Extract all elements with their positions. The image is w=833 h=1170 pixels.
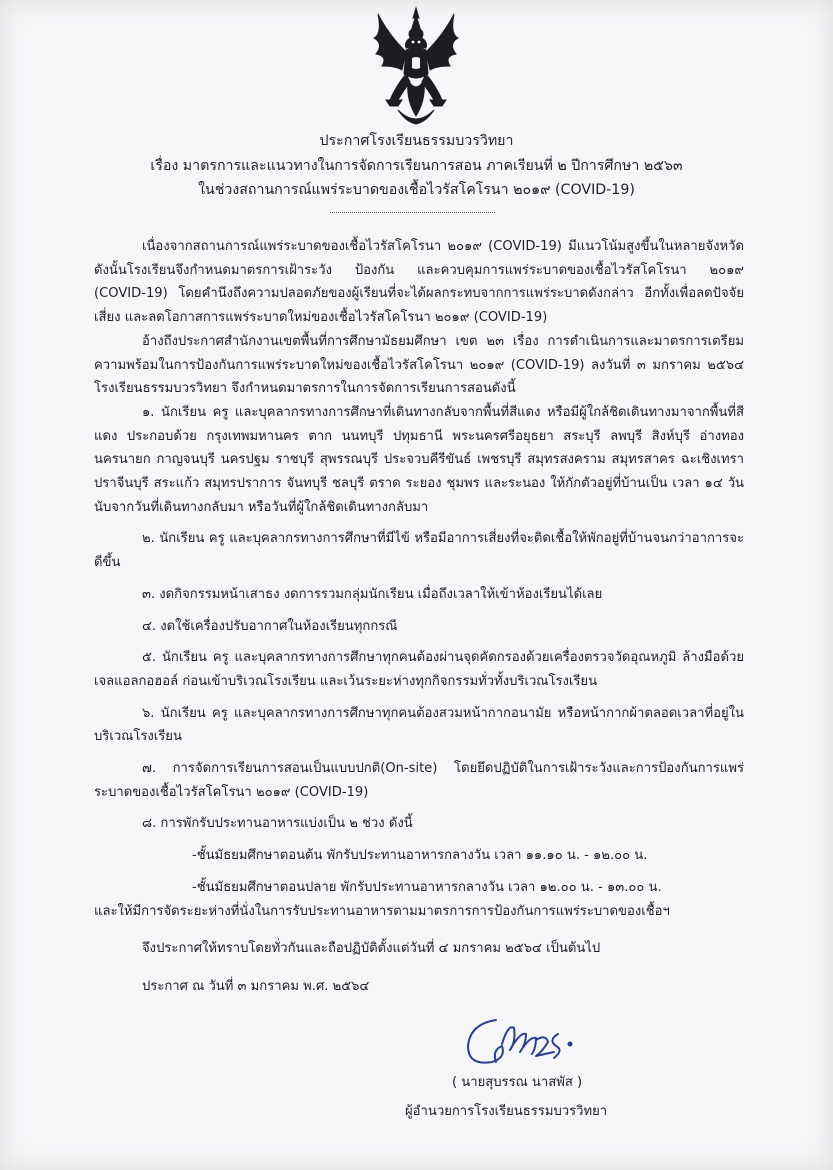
- measure-item-5: ๕. นักเรียน ครู และบุคลากรทางการศึกษาทุกคนต้องผ่านจุดคัดกรองด้วยเครื่องตรวจวัดอุณหภูมิ ล้างมือด้วยเจลแอลกอฮอล์ ก่อนเข้าบริเวณโรงเรียน และเว้นระยะห่างทุกกิจกรรมทั่วทั้งบริเวณโรงเรียน: [94, 650, 744, 689]
- measure-item-1: ๑. นักเรียน ครู และบุคลากรทางการศึกษาที่เดินทางกลับจากพื้นที่สีแดง หรือมีผู้ใกล้ชิดเดินทางมาจากพื้นที่สีแดง ประกอบด้วย กรุงเทพมหานคร ตาก นนทบุรี ปทุมธานี พระนครศรีอยุธยา สระบุรี ลพบุรี สิงห์บุรี อ่างทอง นครนายก กาญจนบุรี นครปฐม ราชบุรี สุพรรณบุรี ประจวบคีรีขันธ์ เพชรบุรี สมุทรสงคราม สมุทรสาคร ฉะเชิงเทรา ปราจีนบุรี สระแก้ว สมุทรปราการ จันทบุรี ชลบุรี ตราด ระยอง ชุมพร และระนอง ให้กักตัวอยู่ที่บ้านเป็น เวลา ๑๔ วัน นับจากวันที่เดินทางกลับมา หรือวันที่ผู้ใกล้ชิดเดินทางกลับมา: [94, 404, 744, 515]
- measure-item-2: ๒. นักเรียน ครู และบุคลากรทางการศึกษาที่มีไข้ หรือมีอาการเสี่ยงที่จะติดเชื้อให้พักอยู่ที่บ้านจนกว่าอาการจะดีขึ้น: [94, 531, 744, 571]
- document-body: [94, 235, 744, 999]
- signatory-name: ( นายสุบรรณ นาสพัส ): [452, 1075, 583, 1090]
- lunch-schedule-lower: -ชั้นมัธยมศึกษาตอนต้น พักรับประทานอาหารกลางวัน เวลา ๑๑.๑๐ น. - ๑๒.๐๐ น.: [192, 848, 648, 864]
- closing-statement: จึงประกาศให้ทราบโดยทั่วกันและถือปฏิบัติตั้งแต่วันที่ ๔ มกราคม ๒๕๖๔ เป็นต้นไป: [142, 941, 601, 957]
- lunch-note: และให้มีการจัดระยะห่างที่นั่งในการรับประทานอาหารตามมาตรการการป้องกันการแพร่ระบาดของเชื้อฯ: [94, 903, 670, 919]
- signatory-position: ผู้อำนวยการโรงเรียนธรรมบวรวิทยา: [405, 1104, 608, 1119]
- reference-paragraph: อ้างถึงประกาศสำนักงานเขตพื้นที่การศึกษามัธยมศึกษา เขต ๒๓ เรื่อง การดำเนินการและมาตรการเตรียมความพร้อมในการป้องกันการแพร่ระบาดใหม่ของเชื้อไวรัสโคโรนา ๒๐๑๙ (COVID-19) ลงวันที่ ๓ มกราคม ๒๕๖๔ โรงเรียนธรรมบวรวิทยา จึงกำหนดมาตรการในการจัดการเรียนการสอนดังนี้: [94, 333, 744, 397]
- measure-item-4: ๔. งดใช้เครื่องปรับอากาศในห้องเรียนทุกกรณี: [142, 618, 398, 634]
- handwritten-signature: [462, 1010, 592, 1072]
- document-subject-line2: ในช่วงสถานการณ์แพร่ระบาดของเชื้อไวรัสโคโรนา ๒๐๑๙ (COVID-19): [198, 182, 635, 198]
- dotted-divider: [330, 212, 495, 213]
- measure-item-8: ๘. การพักรับประทานอาหารแบ่งเป็น ๒ ช่วง ดังนี้: [142, 816, 413, 832]
- measure-item-3: ๓. งดกิจกรรมหน้าเสาธง งดการรวมกลุ่มนักเรียน เมื่อถึงเวลาให้เข้าห้องเรียนได้เลย: [142, 586, 603, 602]
- garuda-emblem-icon: [368, 4, 464, 130]
- document-subject: เรื่อง มาตรการและแนวทางในการจัดการเรียนการสอน ภาคเรียนที่ ๒ ปีการศึกษา ๒๕๖๓: [150, 158, 683, 174]
- intro-paragraph: เนื่องจากสถานการณ์แพร่ระบาดของเชื้อไวรัสโคโรนา ๒๐๑๙ (COVID-19) มีแนวโน้มสูงขึ้นในหลายจังหวัด ดังนั้นโรงเรียนจึงกำหนดมาตรการเฝ้าระวัง ป้องกัน และควบคุมการแพร่ระบาดของเชื้อไวรัสโคโรนา ๒๐๑๙ (COVID-19) โดยคำนึงถึงความปลอดภัยของผู้เรียนที่จะได้ผลกระทบจากการแพร่ระบาดดังกล่าว อีกทั้งเพื่อลดปัจจัยเสี่ยง และลดโอกาสการแพร่ระบาดใหม่ของเชื้อไวรัสโคโรนา ๒๐๑๙ (COVID-19): [94, 239, 744, 326]
- announcement-date: ประกาศ ณ วันที่ ๓ มกราคม พ.ศ. ๒๕๖๔: [142, 978, 370, 994]
- lunch-schedule-upper: -ชั้นมัธยมศึกษาตอนปลาย พักรับประทานอาหารกลางวัน เวลา ๑๒.๐๐ น. - ๑๓.๐๐ น.: [192, 879, 662, 895]
- document-title: ประกาศโรงเรียนธรรมบวรวิทยา: [319, 133, 514, 149]
- measure-item-6: ๖. นักเรียน ครู และบุคลากรทางการศึกษาทุกคนต้องสวมหน้ากากอนามัย หรือหน้ากากผ้าตลอดเวลาที่อยู่ในบริเวณโรงเรียน: [94, 705, 744, 745]
- measure-item-7: ๗. การจัดการเรียนการสอนเป็นแบบปกติ(On-site) โดยยึดปฏิบัติในการเฝ้าระวังและการป้องกันการแพร่ระบาดของเชื้อไวรัสโคโรนา ๒๐๑๙ (COVID-19): [94, 761, 744, 800]
